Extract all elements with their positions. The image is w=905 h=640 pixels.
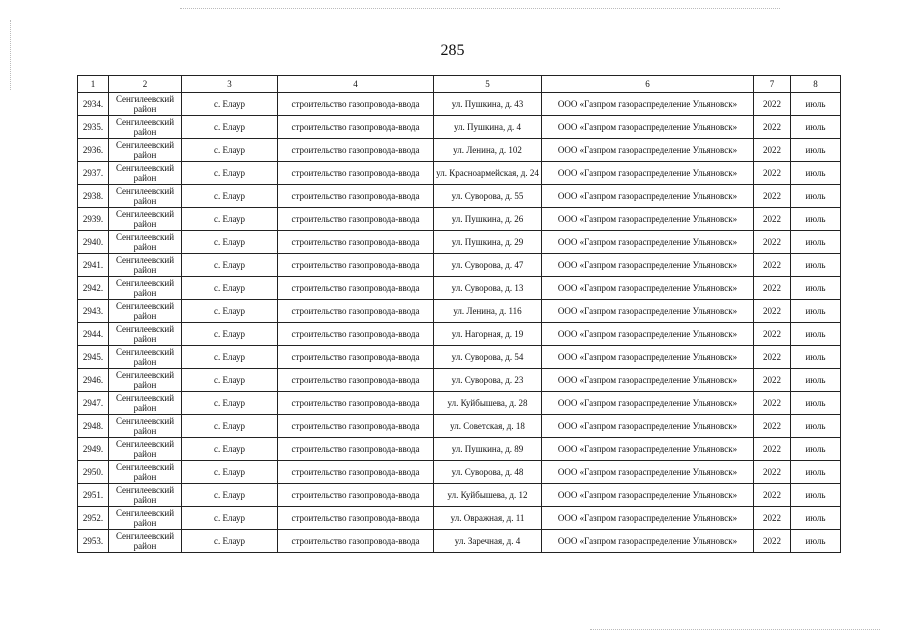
settlement-cell: с. Елаур	[182, 438, 278, 461]
month-cell: июль	[791, 93, 841, 116]
district-cell: Сенгилеевский район	[109, 139, 182, 162]
district-cell: Сенгилеевский район	[109, 162, 182, 185]
row-number-cell: 2935.	[78, 116, 109, 139]
header-cell-3: 3	[182, 76, 278, 93]
table-row	[78, 392, 841, 415]
month-cell: июль	[791, 231, 841, 254]
settlement-cell: с. Елаур	[182, 116, 278, 139]
row-number-cell: 2953.	[78, 530, 109, 553]
header-cell-7: 7	[754, 76, 791, 93]
organization-cell: ООО «Газпром газораспределение Ульяновск»	[542, 139, 754, 162]
row-number-cell: 2942.	[78, 277, 109, 300]
month-cell: июль	[791, 254, 841, 277]
table-row	[78, 231, 841, 254]
header-cell-8: 8	[791, 76, 841, 93]
work-type-cell: строительство газопровода-ввода	[278, 185, 434, 208]
table-row	[78, 530, 841, 553]
table-row	[78, 185, 841, 208]
work-type-cell: строительство газопровода-ввода	[278, 254, 434, 277]
settlement-cell: с. Елаур	[182, 277, 278, 300]
organization-cell: ООО «Газпром газораспределение Ульяновск»	[542, 392, 754, 415]
year-cell: 2022	[754, 507, 791, 530]
district-cell: Сенгилеевский район	[109, 392, 182, 415]
year-cell: 2022	[754, 392, 791, 415]
work-type-cell: строительство газопровода-ввода	[278, 116, 434, 139]
district-cell: Сенгилеевский район	[109, 254, 182, 277]
table-row	[78, 323, 841, 346]
work-type-cell: строительство газопровода-ввода	[278, 93, 434, 116]
month-cell: июль	[791, 139, 841, 162]
month-cell: июль	[791, 484, 841, 507]
month-cell: июль	[791, 392, 841, 415]
organization-cell: ООО «Газпром газораспределение Ульяновск»	[542, 208, 754, 231]
header-cell-6: 6	[542, 76, 754, 93]
district-cell: Сенгилеевский район	[109, 300, 182, 323]
row-number-cell: 2950.	[78, 461, 109, 484]
year-cell: 2022	[754, 139, 791, 162]
table-row	[78, 139, 841, 162]
work-type-cell: строительство газопровода-ввода	[278, 346, 434, 369]
settlement-cell: с. Елаур	[182, 346, 278, 369]
organization-cell: ООО «Газпром газораспределение Ульяновск»	[542, 507, 754, 530]
year-cell: 2022	[754, 369, 791, 392]
work-type-cell: строительство газопровода-ввода	[278, 530, 434, 553]
year-cell: 2022	[754, 93, 791, 116]
row-number-cell: 2952.	[78, 507, 109, 530]
year-cell: 2022	[754, 231, 791, 254]
year-cell: 2022	[754, 415, 791, 438]
organization-cell: ООО «Газпром газораспределение Ульяновск»	[542, 185, 754, 208]
work-type-cell: строительство газопровода-ввода	[278, 461, 434, 484]
address-cell: ул. Пушкина, д. 89	[434, 438, 542, 461]
year-cell: 2022	[754, 116, 791, 139]
year-cell: 2022	[754, 438, 791, 461]
district-cell: Сенгилеевский район	[109, 231, 182, 254]
year-cell: 2022	[754, 484, 791, 507]
year-cell: 2022	[754, 277, 791, 300]
work-type-cell: строительство газопровода-ввода	[278, 415, 434, 438]
organization-cell: ООО «Газпром газораспределение Ульяновск»	[542, 438, 754, 461]
header-cell-2: 2	[109, 76, 182, 93]
organization-cell: ООО «Газпром газораспределение Ульяновск»	[542, 415, 754, 438]
district-cell: Сенгилеевский район	[109, 484, 182, 507]
month-cell: июль	[791, 346, 841, 369]
organization-cell: ООО «Газпром газораспределение Ульяновск»	[542, 300, 754, 323]
year-cell: 2022	[754, 208, 791, 231]
year-cell: 2022	[754, 185, 791, 208]
organization-cell: ООО «Газпром газораспределение Ульяновск»	[542, 162, 754, 185]
address-cell: ул. Пушкина, д. 4	[434, 116, 542, 139]
district-cell: Сенгилеевский район	[109, 415, 182, 438]
settlement-cell: с. Елаур	[182, 507, 278, 530]
settlement-cell: с. Елаур	[182, 254, 278, 277]
table-body	[78, 93, 841, 553]
table-row	[78, 277, 841, 300]
row-number-cell: 2945.	[78, 346, 109, 369]
month-cell: июль	[791, 507, 841, 530]
table-row	[78, 93, 841, 116]
district-cell: Сенгилеевский район	[109, 461, 182, 484]
row-number-cell: 2944.	[78, 323, 109, 346]
work-type-cell: строительство газопровода-ввода	[278, 392, 434, 415]
address-cell: ул. Суворова, д. 48	[434, 461, 542, 484]
row-number-cell: 2949.	[78, 438, 109, 461]
month-cell: июль	[791, 438, 841, 461]
work-type-cell: строительство газопровода-ввода	[278, 231, 434, 254]
organization-cell: ООО «Газпром газораспределение Ульяновск»	[542, 369, 754, 392]
header-cell-5: 5	[434, 76, 542, 93]
month-cell: июль	[791, 415, 841, 438]
year-cell: 2022	[754, 461, 791, 484]
row-number-cell: 2937.	[78, 162, 109, 185]
table-row	[78, 507, 841, 530]
settlement-cell: с. Елаур	[182, 231, 278, 254]
district-cell: Сенгилеевский район	[109, 93, 182, 116]
month-cell: июль	[791, 461, 841, 484]
settlement-cell: с. Елаур	[182, 162, 278, 185]
work-type-cell: строительство газопровода-ввода	[278, 369, 434, 392]
row-number-cell: 2951.	[78, 484, 109, 507]
row-number-cell: 2943.	[78, 300, 109, 323]
district-cell: Сенгилеевский район	[109, 369, 182, 392]
organization-cell: ООО «Газпром газораспределение Ульяновск»	[542, 346, 754, 369]
organization-cell: ООО «Газпром газораспределение Ульяновск»	[542, 484, 754, 507]
settlement-cell: с. Елаур	[182, 93, 278, 116]
scan-artifact-bottom	[590, 629, 880, 632]
address-cell: ул. Пушкина, д. 26	[434, 208, 542, 231]
table-row	[78, 438, 841, 461]
page-number: 285	[440, 42, 465, 59]
row-number-cell: 2948.	[78, 415, 109, 438]
row-number-cell: 2946.	[78, 369, 109, 392]
district-cell: Сенгилеевский район	[109, 116, 182, 139]
month-cell: июль	[791, 300, 841, 323]
table-row	[78, 484, 841, 507]
address-cell: ул. Суворова, д. 54	[434, 346, 542, 369]
year-cell: 2022	[754, 530, 791, 553]
address-cell: ул. Пушкина, д. 29	[434, 231, 542, 254]
district-cell: Сенгилеевский район	[109, 438, 182, 461]
address-cell: ул. Заречная, д. 4	[434, 530, 542, 553]
year-cell: 2022	[754, 346, 791, 369]
table-row	[78, 116, 841, 139]
address-cell: ул. Красноармейская, д. 24	[434, 162, 542, 185]
month-cell: июль	[791, 116, 841, 139]
work-type-cell: строительство газопровода-ввода	[278, 162, 434, 185]
table-header-row	[78, 76, 841, 93]
row-number-cell: 2936.	[78, 139, 109, 162]
row-number-cell: 2934.	[78, 93, 109, 116]
header-cell-1: 1	[78, 76, 109, 93]
header-cell-4: 4	[278, 76, 434, 93]
address-cell: ул. Ленина, д. 116	[434, 300, 542, 323]
district-cell: Сенгилеевский район	[109, 507, 182, 530]
district-cell: Сенгилеевский район	[109, 277, 182, 300]
district-cell: Сенгилеевский район	[109, 323, 182, 346]
settlement-cell: с. Елаур	[182, 392, 278, 415]
address-cell: ул. Куйбышева, д. 28	[434, 392, 542, 415]
organization-cell: ООО «Газпром газораспределение Ульяновск»	[542, 461, 754, 484]
month-cell: июль	[791, 277, 841, 300]
address-cell: ул. Нагорная, д. 19	[434, 323, 542, 346]
table-row	[78, 461, 841, 484]
work-type-cell: строительство газопровода-ввода	[278, 323, 434, 346]
work-type-cell: строительство газопровода-ввода	[278, 438, 434, 461]
settlement-cell: с. Елаур	[182, 415, 278, 438]
address-cell: ул. Овражная, д. 11	[434, 507, 542, 530]
year-cell: 2022	[754, 323, 791, 346]
address-cell: ул. Советская, д. 18	[434, 415, 542, 438]
row-number-cell: 2947.	[78, 392, 109, 415]
organization-cell: ООО «Газпром газораспределение Ульяновск»	[542, 231, 754, 254]
settlement-cell: с. Елаур	[182, 185, 278, 208]
address-cell: ул. Суворова, д. 23	[434, 369, 542, 392]
work-type-cell: строительство газопровода-ввода	[278, 300, 434, 323]
table-row	[78, 208, 841, 231]
gas-pipeline-registry-table	[77, 75, 841, 553]
month-cell: июль	[791, 530, 841, 553]
settlement-cell: с. Елаур	[182, 530, 278, 553]
organization-cell: ООО «Газпром газораспределение Ульяновск»	[542, 530, 754, 553]
district-cell: Сенгилеевский район	[109, 530, 182, 553]
year-cell: 2022	[754, 300, 791, 323]
year-cell: 2022	[754, 162, 791, 185]
settlement-cell: с. Елаур	[182, 461, 278, 484]
settlement-cell: с. Елаур	[182, 208, 278, 231]
district-cell: Сенгилеевский район	[109, 185, 182, 208]
settlement-cell: с. Елаур	[182, 369, 278, 392]
address-cell: ул. Суворова, д. 55	[434, 185, 542, 208]
address-cell: ул. Пушкина, д. 43	[434, 93, 542, 116]
district-cell: Сенгилеевский район	[109, 346, 182, 369]
address-cell: ул. Суворова, д. 47	[434, 254, 542, 277]
work-type-cell: строительство газопровода-ввода	[278, 507, 434, 530]
month-cell: июль	[791, 162, 841, 185]
table-row	[78, 300, 841, 323]
year-cell: 2022	[754, 254, 791, 277]
address-cell: ул. Куйбышева, д. 12	[434, 484, 542, 507]
organization-cell: ООО «Газпром газораспределение Ульяновск»	[542, 277, 754, 300]
district-cell: Сенгилеевский район	[109, 208, 182, 231]
table-row	[78, 369, 841, 392]
settlement-cell: с. Елаур	[182, 484, 278, 507]
settlement-cell: с. Елаур	[182, 139, 278, 162]
row-number-cell: 2938.	[78, 185, 109, 208]
table-row	[78, 346, 841, 369]
month-cell: июль	[791, 323, 841, 346]
work-type-cell: строительство газопровода-ввода	[278, 484, 434, 507]
address-cell: ул. Ленина, д. 102	[434, 139, 542, 162]
settlement-cell: с. Елаур	[182, 323, 278, 346]
settlement-cell: с. Елаур	[182, 300, 278, 323]
work-type-cell: строительство газопровода-ввода	[278, 139, 434, 162]
work-type-cell: строительство газопровода-ввода	[278, 277, 434, 300]
work-type-cell: строительство газопровода-ввода	[278, 208, 434, 231]
scan-artifact-top	[180, 8, 780, 11]
month-cell: июль	[791, 369, 841, 392]
organization-cell: ООО «Газпром газораспределение Ульяновск»	[542, 116, 754, 139]
organization-cell: ООО «Газпром газораспределение Ульяновск»	[542, 93, 754, 116]
table-row	[78, 162, 841, 185]
row-number-cell: 2940.	[78, 231, 109, 254]
month-cell: июль	[791, 185, 841, 208]
table-row	[78, 415, 841, 438]
address-cell: ул. Суворова, д. 13	[434, 277, 542, 300]
row-number-cell: 2941.	[78, 254, 109, 277]
table-row	[78, 254, 841, 277]
row-number-cell: 2939.	[78, 208, 109, 231]
organization-cell: ООО «Газпром газораспределение Ульяновск»	[542, 323, 754, 346]
month-cell: июль	[791, 208, 841, 231]
organization-cell: ООО «Газпром газораспределение Ульяновск»	[542, 254, 754, 277]
